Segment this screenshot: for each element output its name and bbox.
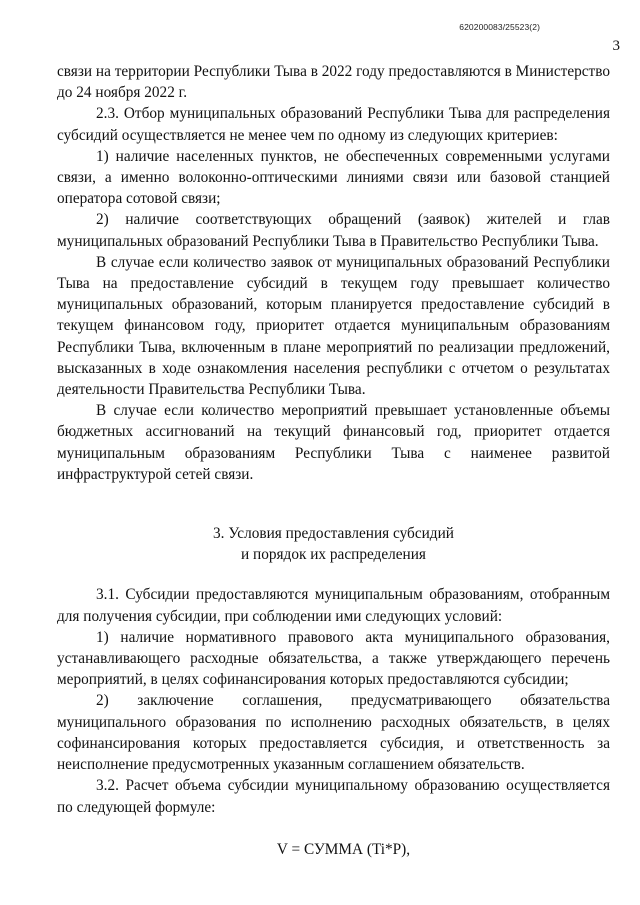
paragraph-3-2: 3.2. Расчет объема субсидии муниципальному образованию осуществляется по следующей формуле: — [57, 777, 610, 816]
document-number: 620200083/25523(2) — [459, 22, 540, 32]
paragraph-3-1: 3.1. Субсидии предоставляются муниципальным образованиям, отобранным для получения субсидии, при соблюдении ими следующих условий: — [57, 586, 610, 625]
paragraph-continuation: связи на территории Республики Тыва в 2022 году предоставляются в Министерство до 24 ноября 2022 г. — [57, 63, 610, 102]
condition-1: 1) наличие нормативного правового акта муниципального образования, устанавливающего расходные обязательства, а также утверждающего перечень мероприятий, в целях софинансирования которых предоставляются субсидии; — [57, 628, 610, 689]
section-3-title — [57, 523, 610, 565]
paragraph-2-3: 2.3. Отбор муниципальных образований Республики Тыва для распределения субсидий осуществляется не менее чем по одному из следующих критериев: — [57, 105, 610, 144]
subsidy-formula: V = СУММА (Ti*P), — [276, 840, 411, 858]
criterion-2: 2) наличие соответствующих обращений (заявок) жителей и глав муниципальных образований Республики Тыва в Правительство Республики Тыва. — [57, 211, 610, 250]
document-body — [57, 61, 610, 860]
section-3-title-line-2: и порядок их распределения — [241, 546, 426, 564]
page-number: 3 — [612, 38, 620, 54]
criterion-1: 1) наличие населенных пунктов, не обеспеченных современными услугами связи, а именно волоконно-оптическими линиями связи или базовой станцией оператора сотовой связи; — [57, 147, 610, 208]
section-3-title-line-1: 3. Условия предоставления субсидий — [213, 525, 454, 543]
condition-2: 2) заключение соглашения, предусматривающего обязательства муниципального образования по исполнению расходных обязательств, в целях софинансирования которых предоставляется субсидия, и ответственность за неисполнение предусмотренных указанным соглашением обязательств. — [57, 692, 610, 774]
priority-paragraph: В случае если количество заявок от муниципальных образований Республики Тыва на предоставление субсидий в текущем году превышает количество муниципальных образований, которым планируется предоставление субсидий в текущем финансовом году, приоритет отдается муниципальным образованиям Республики Тыва, включенным в плане мероприятий по реализации предложений, высказанных в ходе ознакомления населения республики с отчетом о результатах деятельности Правительства Республики Тыва. — [57, 253, 610, 399]
budget-paragraph: В случае если количество мероприятий превышает установленные объемы бюджетных ассигнований на текущий финансовый год, приоритет отдается муниципальным образованиям Республики Тыва с наименее развитой инфраструктурой сетей связи. — [57, 402, 610, 483]
